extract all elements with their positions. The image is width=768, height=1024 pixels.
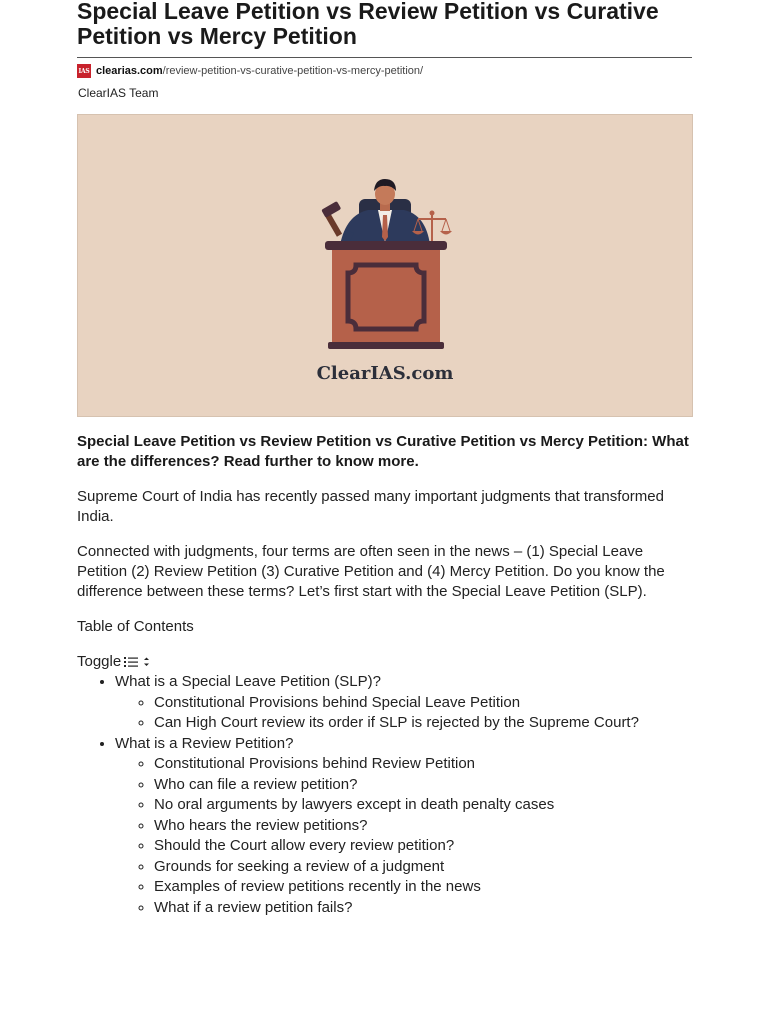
toc-item-link[interactable]: Constitutional Provisions behind Review Petition [154,755,476,772]
author-name: ClearIAS Team [78,86,159,100]
intro-paragraph-1: Supreme Court of India has recently passed many important judgments that transformed India. [77,488,664,525]
toc-item-link[interactable]: What if a review petition fails? [154,898,353,916]
toc-item-link[interactable]: Grounds for seeking a review of a judgment [154,857,445,875]
toc-item[interactable] [154,693,692,714]
toc-subsection-list [115,754,692,918]
toc-item[interactable] [154,754,692,775]
toc-toggle[interactable] [77,652,692,672]
source-line[interactable] [77,63,692,79]
toc-title: Table of Contents [77,618,194,635]
brand-text: ClearIAS.com [316,363,454,384]
toc-item-link[interactable]: Who can file a review petition? [154,775,358,793]
toc-item-link[interactable]: Constitutional Provisions behind Special Leave Petition [154,693,521,711]
toc-toggle-label[interactable]: Toggle [77,653,122,670]
toc-item-link[interactable]: Who hears the review petitions? [154,816,368,834]
toc-item[interactable] [154,795,692,816]
lead-paragraph: Special Leave Petition vs Review Petition vs Curative Petition vs Mercy Petition: What are the differences? Read further to know more. [77,433,689,470]
toc-section[interactable] [115,672,692,734]
toc-item[interactable] [154,836,692,857]
article [77,0,692,918]
toc-item-link[interactable]: No oral arguments by lawyers except in death penalty cases [154,796,555,813]
toc-item[interactable] [154,816,692,837]
title-divider [77,57,692,58]
source-path[interactable]: /review-petition-vs-curative-petition-vs-mercy-petition/ [162,65,424,77]
toc-item-link[interactable]: Should the Court allow every review petition? [154,837,455,854]
toc-item-link[interactable]: Examples of review petitions recently in the news [154,878,481,895]
toc-item-link[interactable]: Can High Court review its order if SLP is rejected by the Supreme Court? [154,714,639,731]
toc-item[interactable] [154,877,692,898]
toc-section-link[interactable]: What is a Review Petition? [115,734,294,752]
toc-subsection-list [115,693,692,734]
toc-item[interactable] [154,775,692,796]
clearias-favicon-icon: IAS [77,64,91,78]
list-toggle-icon[interactable] [124,656,150,668]
intro-paragraph-2: Connected with judgments, four terms are often seen in the news – (1) Special Leave Petition (2) Review Petition (3) Curative Petition and (4) Mercy Petition. Do you know the difference between these terms? Let’s first start with the Special Leave Petition (SLP). [77,543,665,600]
toc-section[interactable] [115,734,692,919]
hero-image [77,114,693,417]
toc-item[interactable] [154,713,692,734]
toc-item[interactable] [154,898,692,919]
source-domain[interactable]: clearias.com [96,65,163,77]
toc-section-link[interactable]: What is a Special Leave Petition (SLP)? [115,673,381,690]
toc-list [77,672,692,918]
page-title: Special Leave Petition vs Review Petition vs Curative Petition vs Mercy Petition [77,0,659,49]
toc-item[interactable] [154,857,692,878]
